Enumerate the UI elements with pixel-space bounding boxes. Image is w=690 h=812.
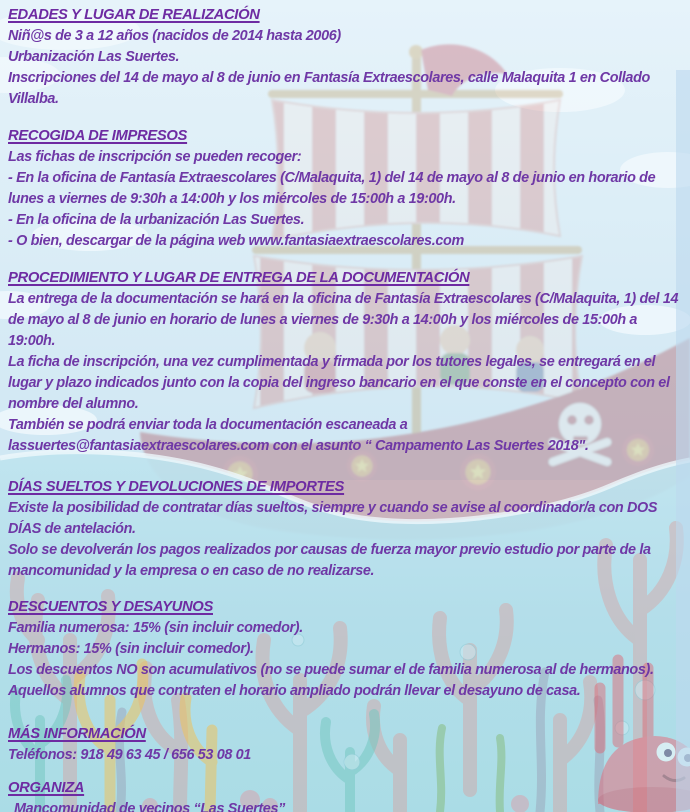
heading-mas-informacion: MÁS INFORMACIÓN [8, 726, 146, 742]
paragraph-recogida-oficina: - En la oficina de Fantasía Extraescolares (C/Malaquita, 1) del 14 de mayo al 8 de junio en horario de lunes a viernes de 9:30h a 14:00h y los miércoles de 15:00h a 19:00h. [8, 170, 656, 207]
heading-dias-sueltos: DÍAS SUELTOS Y DEVOLUCIONES DE IMPORTES [8, 479, 345, 495]
section-procedimiento-entrega [8, 268, 684, 457]
section-mas-informacion [8, 724, 684, 766]
paragraph-envio-escaneado: También se podrá enviar toda la documentación escaneada a [8, 417, 408, 433]
paragraph-entrega-oficina: La entrega de la documentación se hará en la oficina de Fantasía Extraescolares (C/Malaquita, 1) del 14 de mayo al 8 de junio en horario de lunes a viernes de 9:30h a 14:00h y los miércoles de 15:00h a 19:00h. [8, 291, 679, 349]
heading-procedimiento-entrega: PROCEDIMIENTO Y LUGAR DE ENTREGA DE LA DOCUMENTACIÓN [8, 270, 470, 286]
paragraph-devoluciones: Solo se devolverán los pagos realizados por causas de fuerza mayor previo estudio por parte de la mancomunidad y la empresa o en caso de no realizarse. [8, 542, 651, 579]
heading-descuentos-desayunos: DESCUENTOS Y DESAYUNOS [8, 599, 213, 615]
section-dias-sueltos [8, 477, 684, 582]
paragraph-ficha-inscripcion: La ficha de inscripción, una vez cumplimentada y firmada por los tutores legales, se entregará en el lugar y plazo indicados junto con la copia del ingreso bancario en el que conste en el concepto con el nombre del alumno. [8, 354, 670, 412]
paragraph-inscripciones: Inscripciones del 14 de mayo al 8 de junio en Fantasía Extraescolares, calle Malaquita 1 en Collado Villalba. [8, 70, 650, 107]
paragraph-mancomunidad: Mancomunidad de vecinos “Las Suertes” [14, 801, 285, 812]
heading-organiza: ORGANIZA [8, 780, 85, 796]
paragraph-no-acumulativos: Los descuentos NO son acumulativos (no se puede sumar el de familia numerosa al de hermanos). [8, 662, 654, 678]
paragraph-lugar: Urbanización Las Suertes. [8, 49, 180, 65]
paragraph-email-asunto: lassuertes@fantasiaextraescolares.com con el asunto “ Campamento Las Suertes 2018". [8, 438, 589, 454]
paragraph-recogida-web: - O bien, descargar de la página web www.fantasiaextraescolares.com [8, 233, 464, 249]
section-edades-y-lugar [8, 5, 684, 110]
section-descuentos-desayunos [8, 597, 684, 702]
paragraph-desayuno-casa: Aquellos alumnos que contraten el horario ampliado podrán llevar el desayuno de casa. [8, 683, 581, 699]
heading-edades-y-lugar: EDADES Y LUGAR DE REALIZACIÓN [8, 7, 260, 23]
paragraph-telefonos: Teléfonos: 918 49 63 45 / 656 53 08 01 [8, 747, 251, 763]
paragraph-familia-numerosa: Familia numerosa: 15% (sin incluir comedor). [8, 620, 303, 636]
paragraph-hermanos: Hermanos: 15% (sin incluir comedor). [8, 641, 254, 657]
section-organiza [8, 778, 684, 812]
paragraph-dias-sueltos: Existe la posibilidad de contratar días sueltos, siempre y cuando se avise al coordinador/a con DOS DÍAS de antelación. [8, 500, 658, 537]
section-recogida-impresos [8, 126, 684, 252]
paragraph-recogida-intro: Las fichas de inscripción se pueden recoger: [8, 149, 302, 165]
paragraph-recogida-urbanizacion: - En la oficina de la urbanización Las Suertes. [8, 212, 305, 228]
paragraph-edades-rango: Niñ@s de 3 a 12 años (nacidos de 2014 hasta 2006) [8, 28, 341, 44]
heading-recogida-impresos: RECOGIDA DE IMPRESOS [8, 128, 188, 144]
